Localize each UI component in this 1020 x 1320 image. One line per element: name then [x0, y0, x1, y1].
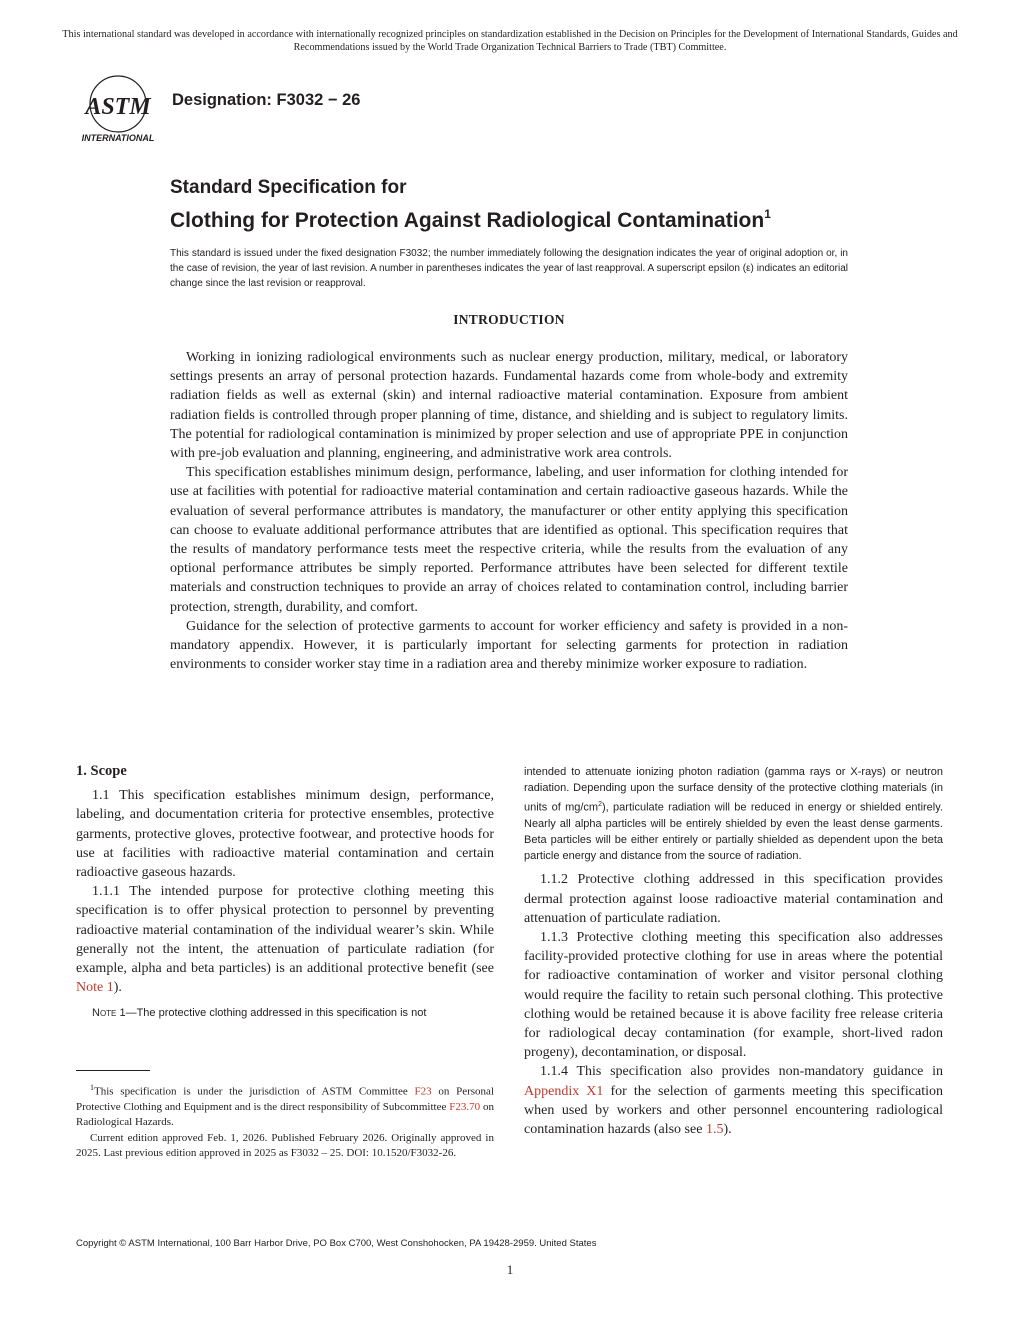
designation: [172, 91, 360, 110]
intro-paragraph: Guidance for the selection of protective garments to account for worker efficiency and safety is provided in a non-mandatory appendix. However, it is particularly important for selecting garments for protection in radiation environments to consider worker stay time in a radiation area and thereby minimize worker exposure to radiation.: [170, 618, 848, 673]
footnote: [76, 1080, 494, 1162]
title-line-1: Standard Specification for: [170, 177, 407, 198]
committee-f23-link[interactable]: F23: [414, 1085, 432, 1098]
astm-logo: [74, 74, 162, 144]
subcommittee-f23-70-link[interactable]: F23.70: [449, 1101, 481, 1114]
note-1-link[interactable]: Note 1: [76, 980, 114, 996]
copyright-notice: Copyright © ASTM International, 100 Barr Harbor Drive, PO Box C700, West Conshohocken, PA 19428-2959. United States: [76, 1238, 597, 1249]
paragraph-1-1: 1.1 This specification establishes minimum design, performance, labeling, and documentation criteria for protective ensembles, protective garments, protective gloves, protective footwear, and protective hoods for use at facilities with radioactive material contamination and certain radioactive gaseous hazards.: [76, 788, 494, 881]
intro-paragraph: This specification establishes minimum design, performance, labeling, and user information for clothing intended for use at facilities with potential for radioactive material contamination and certain radioactive gaseous hazards. While the evaluation of several performance attributes is mandatory, the manufacturer or other entity applying this specification can choose to evaluate additional performance attributes that are identified as optional. This specification requires that the results of mandatory performance tests meet the respective criteria, while the results from the evaluation of any optional performance attributes be simply reported. Performance attributes have been selected for different textile materials and construction techniques to provide an array of choices related to contamination control, including barrier protection, strength, durability, and comfort.: [170, 465, 848, 615]
footnote-edition: Current edition approved Feb. 1, 2026. Published February 2026. Originally approved in 2025. Last previous edition approved in 2025 as F3032 – 25. DOI: 10.1520/F3032-26.: [76, 1131, 494, 1160]
introduction-body: [170, 348, 848, 674]
section-heading-scope: 1. Scope: [76, 763, 127, 779]
note-1-continued: intended to attenuate ionizing photon radiation (gamma rays or X-rays) or neutron radiation. Depending upon the surface density of the protective clothing materials (in units of $mg/cm^2$), particulate radiation will be reduced in energy or shielded entirely. Nearly all alpha particles will be entirely shielded by even the least dense garments. Beta particles will be either entirely or partially shielded as dependent upon the beta particle energy and distance from the source of radiation.: [524, 766, 943, 863]
paragraph-1-1-4: 1.1.4 This specification also provides non-mandatory guidance in Appendix X1 for the selection of garments meeting this specification when used by workers and other personnel encountering radiological contamination hazards (also see 1.5).: [524, 1064, 944, 1138]
left-column: [76, 762, 494, 1022]
footnote-divider: [76, 1070, 150, 1071]
logo-subtext: INTERNATIONAL: [81, 133, 155, 143]
issuance-statement: This standard is issued under the fixed designation F3032; the number immediately following the designation indicates the year of original adoption or, in the case of revision, the year of last revision. A number in parentheses indicates the year of last reapproval. A superscript epsilon (ε) indicates an editorial change since the last revision or reapproval.: [170, 248, 848, 289]
appendix-x1-link[interactable]: Appendix X1: [524, 1083, 604, 1099]
designation-value: F3032 − 26: [276, 91, 361, 109]
paragraph-1-1-2: 1.1.2 Protective clothing addressed in this specification provides dermal protection against loose radioactive material contamination and attenuation of particulate radiation.: [524, 872, 943, 926]
intro-paragraph: Working in ionizing radiological environments such as nuclear energy production, military, medical, or laboratory settings presents an array of personal protection hazards. Fundamental hazards come from whole-body and extremity radiation fields as well as external (skin) and internal radioactive material contamination. Exposure from ambient radiation fields is controlled through proper planning of time, distance, and shielding and is subject to regulatory limits. The potential for radiological contamination is minimized by proper selection and use of appropriate PPE in conjunction with pre-job evaluation and planning, engineering, and administrative work area controls.: [170, 350, 848, 462]
note-label: Note 1: [92, 1007, 126, 1020]
section-1-5-link[interactable]: 1.5: [705, 1122, 724, 1138]
paragraph-1-1-3: 1.1.3 Protective clothing meeting this specification also addresses facility-provided protective clothing for use in areas where the potential for radioactive contamination of worker and visitor personal clothing would require the facility to retain such personal clothing. This protective clothing would be retained because it is above facility free release criteria for radiological decay contamination (for example, short-lived radon progeny), decontamination, or disposal.: [524, 930, 943, 1061]
document-title: [170, 176, 771, 235]
title-line-2: [170, 200, 771, 235]
introduction-heading: INTRODUCTION: [453, 312, 565, 327]
title-text: Clothing for Protection Against Radiological Contamination: [170, 209, 765, 232]
footnote-marker: 1: [90, 1083, 94, 1092]
page-number: 1: [506, 1262, 514, 1277]
paragraph-1-1-1: 1.1.1 The intended purpose for protective clothing meeting this specification is to offer physical protection to personnel by preventing radioactive material contamination of the individual wearer’s skin. While generally not the intent, the attenuation of particulate radiation (for example, alpha and beta particles) is an additional protective benefit (see Note 1).: [76, 884, 494, 996]
footnote-jurisdiction: $^1$This specification is under the jurisdiction of ASTM Committee F23 on Personal Protective Clothing and Equipment and is the direct responsibility of Subcommittee F23.70 on Radiological Hazards.: [76, 1083, 495, 1129]
note-1: Note 1—The protective clothing addressed in this specification is not: [92, 1007, 427, 1020]
right-column: [524, 764, 943, 1139]
astm-logo-icon: [74, 74, 162, 144]
title-footnote-marker[interactable]: 1: [764, 207, 771, 221]
designation-label: Designation:: [172, 91, 272, 109]
top-notice: This international standard was developed in accordance with internationally recognized principles on standardization established in the Decision on Principles for the Development of International Standards, Guides and Recommendations issued by the World Trade Organization Technical Barriers to Trade (TBT) Committee.: [62, 29, 958, 53]
logo-text: ASTM: [85, 94, 151, 120]
